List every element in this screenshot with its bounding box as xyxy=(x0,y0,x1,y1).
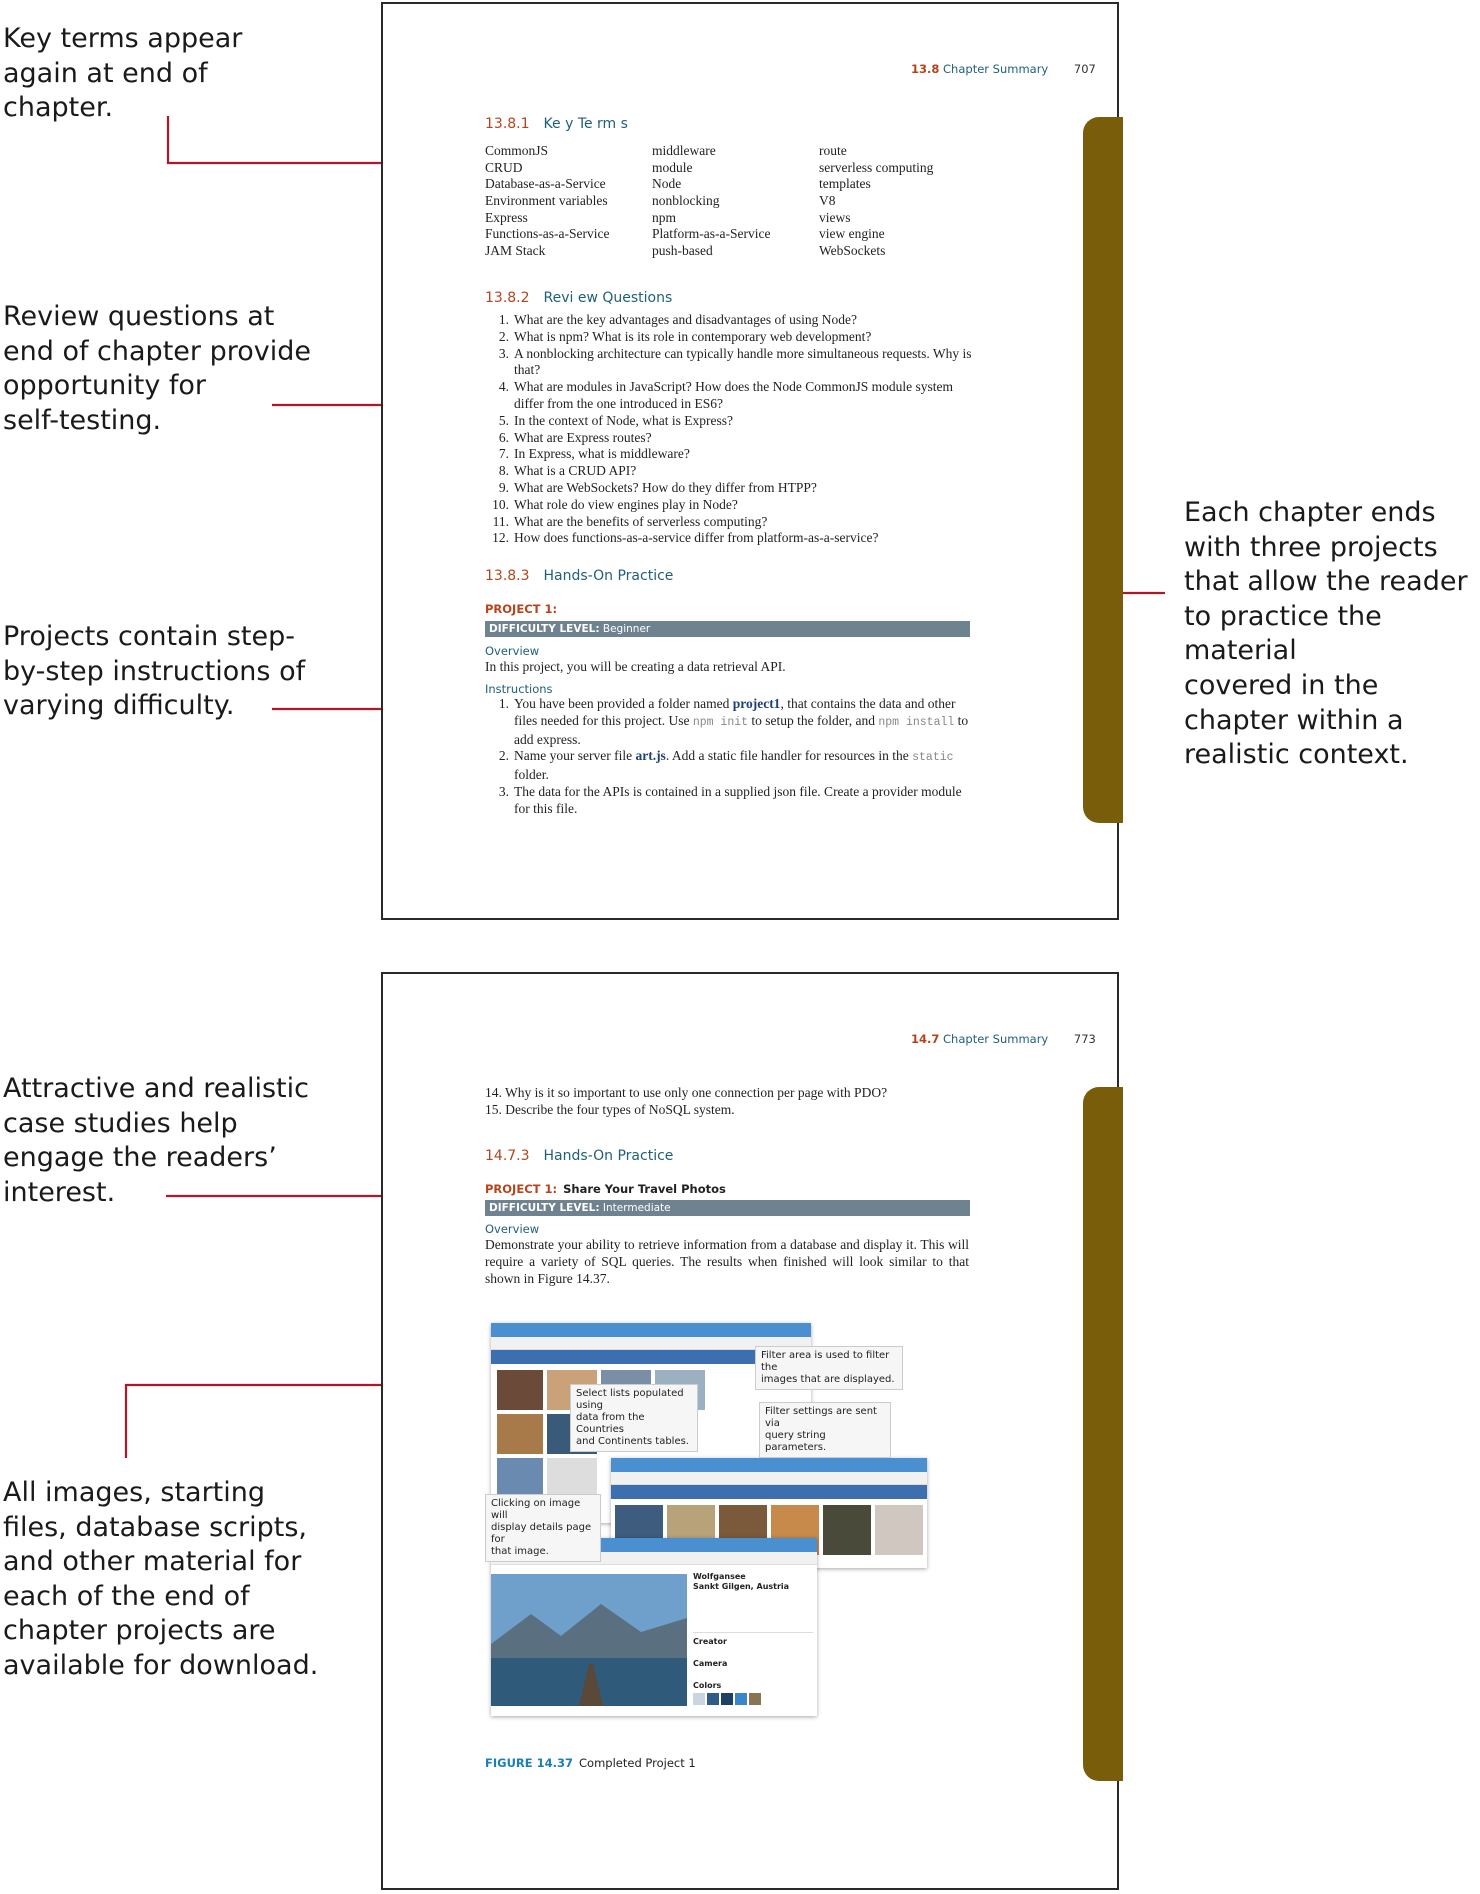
list-item: 1. You have been provided a folder named project1, that contains the data and other files needed for this project. Use npm init to setup the folder, and npm install to add express. xyxy=(498,696,969,747)
key-terms-col1: CommonJS CRUD Database-as-a-Service Environment variables Express Functions-as-a-Service JAM Stack xyxy=(485,143,610,259)
detail-title: Wolfgansee xyxy=(693,1572,746,1581)
list-item: 2. What is npm? What is its role in contemporary web development? xyxy=(498,328,872,344)
list-item: 7. In Express, what is middleware? xyxy=(498,446,690,462)
hands-on-heading: 14.7.3 Hands-On Practice xyxy=(485,1148,674,1164)
figure-caption: FIGURE 14.37 Completed Project 1 xyxy=(485,1756,696,1770)
list-item: 12. How does functions-as-a-service differ from platform-as-a-service? xyxy=(492,530,879,546)
callout-projects: Projects contain step- by-step instructions of varying difficulty. xyxy=(3,621,306,722)
detail-creator: Creator xyxy=(693,1637,727,1646)
question-15: 15. Describe the four types of NoSQL system. xyxy=(485,1102,735,1117)
list-item: 2. Name your server file art.js. Add a static file handler for resources in the static folder. xyxy=(498,748,954,783)
instructions-list xyxy=(485,696,969,818)
callout-three-projects: Each chapter ends with three projects that allow the reader to practice the material covered in the chapter within a realistic context. xyxy=(1184,497,1468,771)
list-item: 4. What are modules in JavaScript? How does the Node CommonJS module system differ from the one introduced in ES6? xyxy=(498,379,954,411)
question-14: 14. Why is it so important to use only one connection per page with PDO? xyxy=(485,1085,888,1100)
screenshot-detail xyxy=(491,1538,817,1716)
difficulty-bar: DIFFICULTY LEVEL: Beginner xyxy=(485,621,970,637)
note-select: Select lists populated using data from the Countries and Continents tables. xyxy=(570,1384,698,1452)
overview-text: In this project, you will be creating a data retrieval API. xyxy=(485,659,786,674)
instructions-label: Instructions xyxy=(485,682,553,696)
list-item: 10. What role do view engines play in Node? xyxy=(492,496,738,512)
running-header: 13.8 Chapter Summary 707 xyxy=(911,62,1096,76)
color-swatches xyxy=(693,1693,813,1705)
detail-place: Sankt Gilgen, Austria xyxy=(693,1582,790,1591)
color-swatch xyxy=(721,1693,733,1705)
running-header: 14.7 Chapter Summary 773 xyxy=(911,1032,1096,1046)
review-questions-heading: 13.8.2 Revi ew Questions xyxy=(485,290,673,306)
project-label: PROJECT 1: Share Your Travel Photos xyxy=(485,1182,726,1196)
color-swatch xyxy=(707,1693,719,1705)
color-swatch xyxy=(735,1693,747,1705)
chapter-tab xyxy=(1083,1087,1123,1781)
note-filter: Filter area is used to filter the images that are displayed. xyxy=(755,1346,903,1390)
note-query: Filter settings are sent via query string parameters. xyxy=(759,1402,891,1458)
detail-photo xyxy=(491,1574,687,1706)
callout-key-terms: Key terms appear again at end of chapter. xyxy=(3,23,243,124)
list-item: 1. What are the key advantages and disadvantages of using Node? xyxy=(498,312,857,327)
project-label: PROJECT 1: xyxy=(485,602,558,616)
review-questions-list xyxy=(485,312,973,547)
list-item: 5. In the context of Node, what is Express? xyxy=(498,412,733,428)
detail-camera: Camera xyxy=(693,1659,728,1668)
overview-label: Overview xyxy=(485,1222,540,1236)
overview-text: Demonstrate your ability to retrieve information from a database and display it. This will require a variety of SQL queries. The results when finished will look similar to that shown in Figure 14.37. xyxy=(485,1237,969,1286)
book-page-707 xyxy=(381,2,1119,920)
key-terms-heading: 13.8.1 Ke y Te rm s xyxy=(485,116,628,132)
key-terms-col2: middleware module Node nonblocking npm Platform-as-a-Service push-based xyxy=(652,143,771,259)
callout-review: Review questions at end of chapter provide opportunity for self-testing. xyxy=(3,301,311,436)
key-terms-col3: route serverless computing templates V8 views view engine WebSockets xyxy=(819,143,934,259)
detail-colors: Colors xyxy=(693,1681,722,1690)
color-swatch xyxy=(749,1693,761,1705)
list-item: 9. What are WebSockets? How do they differ from HTPP? xyxy=(498,479,817,495)
difficulty-bar: DIFFICULTY LEVEL: Intermediate xyxy=(485,1200,970,1216)
list-item: 6. What are Express routes? xyxy=(498,429,652,445)
list-item: 3. The data for the APIs is contained in a supplied json file. Create a provider module for this file. xyxy=(498,783,962,816)
callout-downloads: All images, starting files, database scripts, and other material for each of the end of chapter projects are available for download. xyxy=(3,1477,319,1681)
overview-label: Overview xyxy=(485,644,540,658)
hands-on-heading: 13.8.3 Hands-On Practice xyxy=(485,568,674,584)
chapter-tab xyxy=(1083,117,1123,823)
book-page-773 xyxy=(381,972,1119,1890)
list-item: 3. A nonblocking architecture can typically handle more simultaneous requests. Why is that? xyxy=(498,345,972,378)
list-item: 11. What are the benefits of serverless computing? xyxy=(492,513,768,529)
color-swatch xyxy=(693,1693,705,1705)
list-item: 8. What is a CRUD API? xyxy=(498,463,637,479)
callout-case-studies: Attractive and realistic case studies help engage the readers’ interest. xyxy=(3,1073,309,1208)
note-click: Clicking on image will display details page for that image. xyxy=(485,1494,601,1562)
